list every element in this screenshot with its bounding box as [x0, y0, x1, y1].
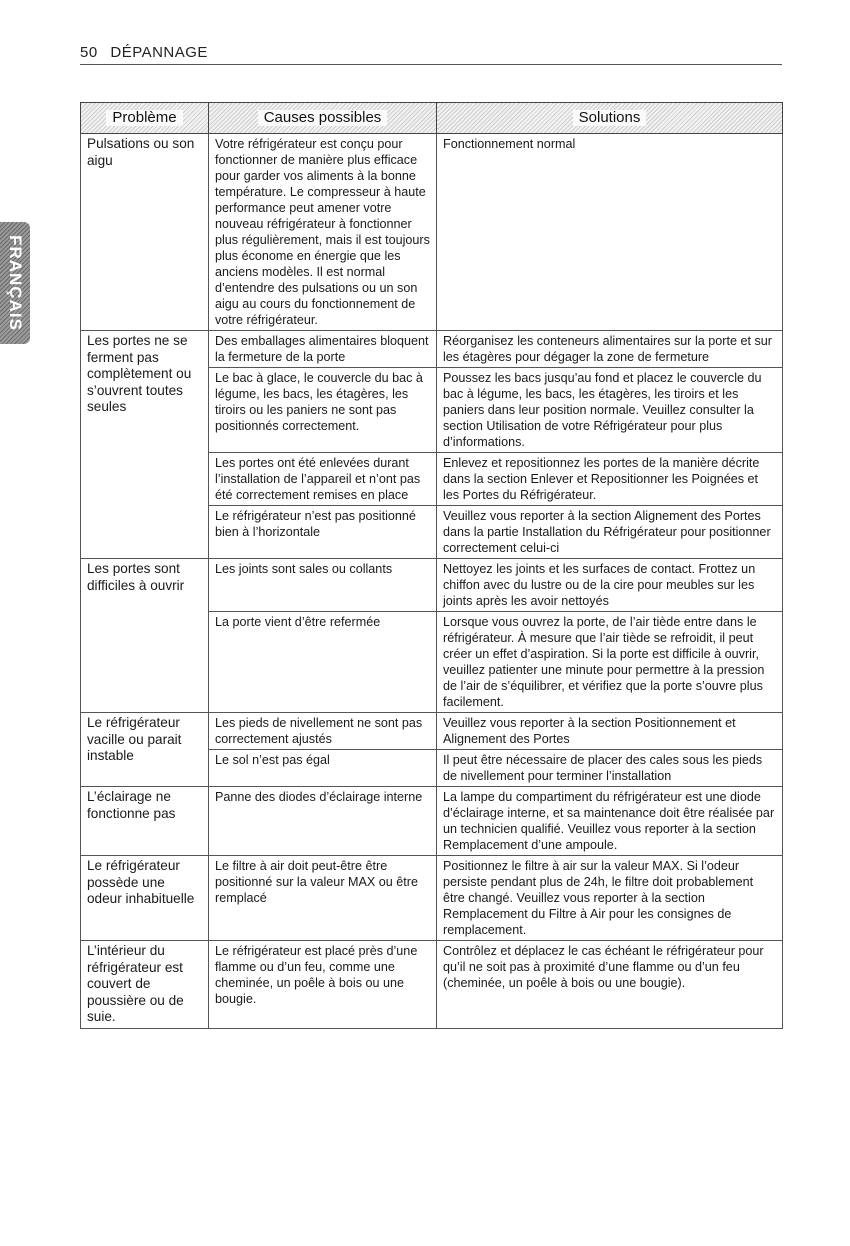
column-header-problem: Problème	[81, 103, 209, 134]
cause-cell: Des emballages alimentaires bloquent la fermeture de la porte	[209, 331, 437, 368]
solution-cell: La lampe du compartiment du réfrigérateur est une diode d’éclairage interne, et sa maintenance doit être réalisée par un technicien qualifié. Veuillez vous reporter à la section Remplacement d’une ampoule.	[437, 787, 783, 856]
cause-cell: Le filtre à air doit peut-être être positionné sur la valeur MAX ou être remplacé	[209, 856, 437, 941]
cause-cell: Le bac à glace, le couvercle du bac à légume, les bacs, les étagères, les tiroirs ou les paniers ne sont pas positionnés correctement.	[209, 368, 437, 453]
solution-cell: Veuillez vous reporter à la section Positionnement et Alignement des Portes	[437, 713, 783, 750]
table-body	[81, 134, 783, 1029]
cause-cell: La porte vient d’être refermée	[209, 612, 437, 713]
problem-cell: Le réfrigérateur vacille ou parait instable	[81, 713, 209, 787]
table-row	[81, 787, 783, 856]
troubleshooting-table	[80, 102, 783, 1029]
page-header	[80, 44, 782, 65]
solution-cell: Poussez les bacs jusqu’au fond et placez le couvercle du bac à légume, les bacs, les étagères, les tiroirs et les paniers dans leur position normale. Veuillez consulter la section Utilisation de votre Réfrigérateur pour plus d’informations.	[437, 368, 783, 453]
problem-cell: Les portes ne se ferment pas complètement ou s’ouvrent toutes seules	[81, 331, 209, 559]
cause-cell: Panne des diodes d’éclairage interne	[209, 787, 437, 856]
problem-cell: Les portes sont difficiles à ouvrir	[81, 559, 209, 713]
solution-cell: Lorsque vous ouvrez la porte, de l’air tiède entre dans le réfrigérateur. À mesure que l’air tiède se refroidit, il peut créer un effet d’aspiration. Si la porte est difficile à ouvrir, veuillez patienter une minute pour permettre à la pression de l’air de s’équilibrer, et vérifiez que la porte s’ouvre plus facilement.	[437, 612, 783, 713]
problem-cell: Le réfrigérateur possède une odeur inhabituelle	[81, 856, 209, 941]
table-row	[81, 941, 783, 1029]
cause-cell: Les joints sont sales ou collants	[209, 559, 437, 612]
cause-cell: Le sol n’est pas égal	[209, 750, 437, 787]
problem-cell: L’éclairage ne fonctionne pas	[81, 787, 209, 856]
section-title: DÉPANNAGE	[110, 44, 208, 61]
solution-cell: Veuillez vous reporter à la section Alignement des Portes dans la partie Installation du Réfrigérateur pour positionner correctement celui-ci	[437, 506, 783, 559]
table-row	[81, 134, 783, 331]
cause-cell: Le réfrigérateur n’est pas positionné bien à l’horizontale	[209, 506, 437, 559]
language-label: FRANÇAIS	[6, 235, 25, 331]
solution-cell: Il peut être nécessaire de placer des cales sous les pieds de nivellement pour terminer l’installation	[437, 750, 783, 787]
solution-cell: Réorganisez les conteneurs alimentaires sur la porte et sur les étagères pour dégager la zone de fermeture	[437, 331, 783, 368]
solution-cell: Nettoyez les joints et les surfaces de contact. Frottez un chiffon avec du lustre ou de la cire pour meubles sur les joints après les avoir nettoyés	[437, 559, 783, 612]
column-header-causes: Causes possibles	[209, 103, 437, 134]
table-row	[81, 856, 783, 941]
language-side-tab	[0, 222, 30, 344]
cause-cell: Le réfrigérateur est placé près d’une flamme ou d’un feu, comme une cheminée, un poêle à bois ou une bougie.	[209, 941, 437, 1029]
page-number: 50	[80, 44, 98, 61]
solution-cell: Contrôlez et déplacez le cas échéant le réfrigérateur pour qu’il ne soit pas à proximité d’une flamme ou d’un feu (cheminée, un poêle à bois ou une bougie).	[437, 941, 783, 1029]
table-row	[81, 713, 783, 750]
cause-cell: Votre réfrigérateur est conçu pour fonctionner de manière plus efficace pour garder vos aliments à la bonne température. Le compresseur à haute performance peut amener votre nouveau réfrigérateur à fonctionner plus régulièrement, mais il est toujours plus économe en énergie que les anciens modèles. Il est normal d’entendre des pulsations ou un son aigu au cours du fonctionnement de votre réfrigérateur.	[209, 134, 437, 331]
solution-cell: Fonctionnement normal	[437, 134, 783, 331]
table-header-row	[81, 103, 783, 134]
cause-cell: Les pieds de nivellement ne sont pas correctement ajustés	[209, 713, 437, 750]
table-row	[81, 331, 783, 368]
problem-cell: L’intérieur du réfrigérateur est couvert de poussière ou de suie.	[81, 941, 209, 1029]
problem-cell: Pulsations ou son aigu	[81, 134, 209, 331]
solution-cell: Enlevez et repositionnez les portes de la manière décrite dans la section Enlever et Repositionner les Poignées et les Portes du Réfrigérateur.	[437, 453, 783, 506]
table-row	[81, 559, 783, 612]
cause-cell: Les portes ont été enlevées durant l’installation de l’appareil et n’ont pas été correctement remises en place	[209, 453, 437, 506]
column-header-solutions: Solutions	[437, 103, 783, 134]
solution-cell: Positionnez le filtre à air sur la valeur MAX. Si l’odeur persiste pendant plus de 24h, le filtre doit probablement être changé. Veuillez vous reporter à la section Remplacement du Filtre à Air pour les consignes de remplacement.	[437, 856, 783, 941]
